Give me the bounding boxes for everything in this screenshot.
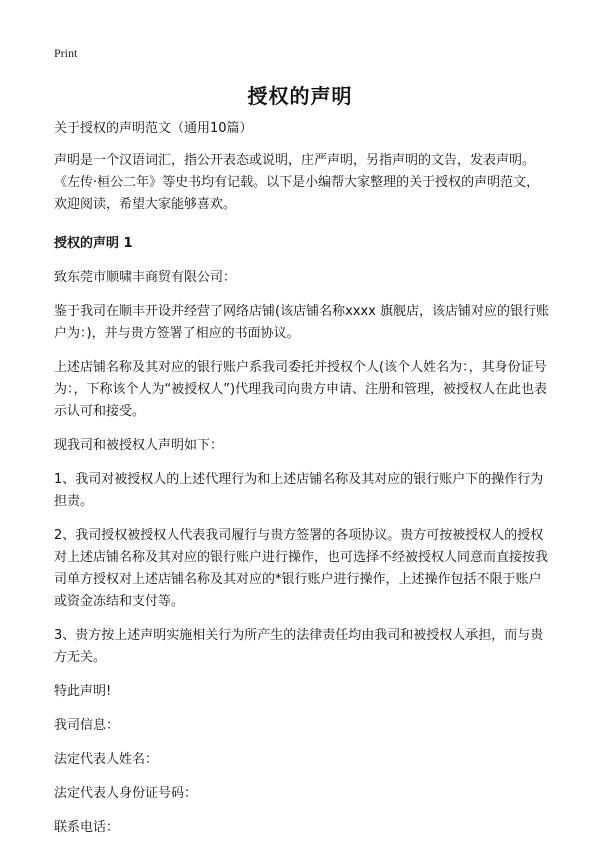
intro-paragraph: 声明是一个汉语词汇，指公开表态或说明，庄严声明，另指声明的文告，发表声明。《左传·桓公二年》等史书均有记载。以下是小编帮大家整理的关于授权的声明范文，欢迎阅读，希望大家能够喜欢。 [54, 153, 540, 212]
paragraph-clause-2: 2、我司授权被授权人代表我司履行与贵方签署的各项协议。贵方可按被授权人的授权对上述店铺名称及其对应的银行账户进行操作，也可选择不经被授权人同意而直接按我司单方授权对上述店铺名称及其对应的*银行账户进行操作，上述操作包括不限于账户或资金冻结和支付等。 [54, 528, 549, 609]
paragraph-clause-1: 1、我司对被授权人的上述代理行为和上述店铺名称及其对应的银行账户下的操作行为担责。 [54, 472, 544, 509]
paragraph-clause-3: 3、贵方按上述声明实施相关行为所产生的法律责任均由我司和被授权人承担，而与贵方无关。 [54, 628, 544, 665]
paragraph-addressee: 致东莞市顺啸丰商贸有限公司： [54, 270, 237, 285]
paragraph-declaration-intro: 现我司和被授权人声明如下： [54, 438, 224, 453]
paragraph-store-info: 鉴于我司在顺丰开设并经营了网络店铺(该店铺名称xxxx 旗舰店，该店铺对应的银行账户为：)，并与贵方签署了相应的书面协议。 [54, 304, 549, 341]
section-heading: 授权的声明 1 [54, 236, 133, 251]
contact-phone-label: 联系电话： [54, 820, 120, 835]
paragraph-authorized-person: 上述店铺名称及其对应的银行账户系我司委托并授权个人(该个人姓名为：，其身份证号为：，下称该个人为“被授权人”)代理我司向贵方申请、注册和管理，被授权人在此也表示认可和接受。 [54, 360, 548, 419]
legal-rep-id-label: 法定代表人身份证号码： [54, 786, 198, 801]
company-info-label: 我司信息： [54, 718, 120, 733]
document-subtitle: 关于授权的声明范文（通用10篇） [54, 121, 253, 136]
legal-rep-name-label: 法定代表人姓名： [54, 752, 159, 767]
print-link[interactable]: Print [54, 46, 78, 60]
document-body [54, 118, 550, 851]
paragraph-closing: 特此声明! [54, 684, 112, 699]
page-title: 授权的声明 [247, 84, 353, 108]
